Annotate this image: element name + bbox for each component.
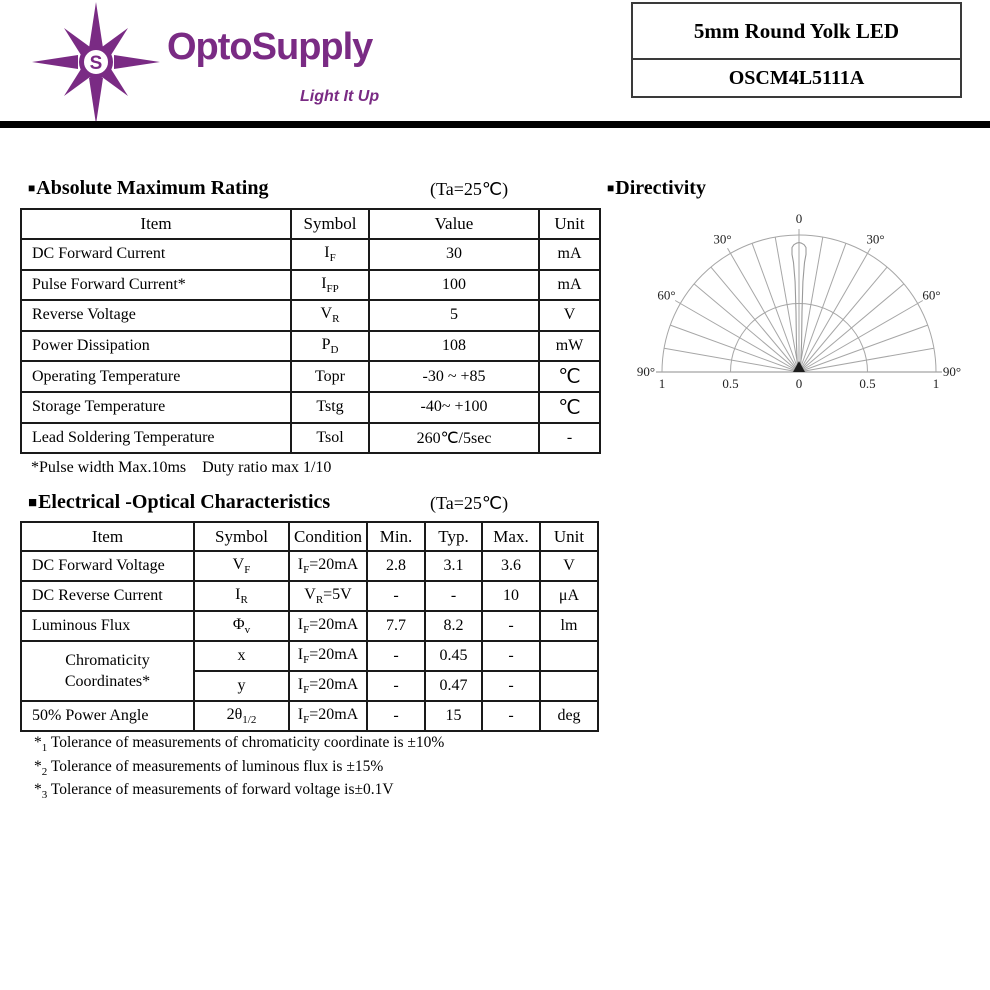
symbol-cell: $V_R$ — [291, 300, 369, 331]
symbol-cell: x — [194, 641, 289, 671]
symbol-cell: Topr — [291, 361, 369, 392]
table-row — [21, 581, 598, 611]
value-cell: 260℃/5sec — [369, 423, 539, 454]
table-row — [21, 239, 600, 270]
unit-cell: mA — [539, 239, 600, 270]
table-header-row — [21, 209, 600, 239]
typ-cell: 0.47 — [425, 671, 482, 701]
max-cell: - — [482, 701, 540, 731]
unit-cell: deg — [540, 701, 598, 731]
square-bullet-icon: ■ — [607, 181, 615, 195]
table-row — [21, 270, 600, 301]
column-header: Condition — [289, 522, 367, 551]
condition-cell: $V_R=5V$ — [289, 581, 367, 611]
column-header: Item — [21, 522, 194, 551]
chart-radial-label: 1 — [932, 376, 940, 391]
pulse-width-footnote: *Pulse width Max.10ms Duty ratio max 1/10 — [31, 459, 332, 476]
chart-angle-label: 90° — [636, 364, 656, 379]
absolute-maximum-rating-table — [20, 208, 601, 454]
product-name: 5mm Round Yolk LED — [693, 18, 900, 43]
value-cell: 100 — [369, 270, 539, 301]
typ-cell: 3.1 — [425, 551, 482, 581]
chart-angle-label: 0 — [795, 211, 803, 226]
max-cell: - — [482, 611, 540, 641]
table-row — [21, 361, 600, 392]
eoc-condition: (Ta=25℃) — [430, 493, 509, 513]
symbol-cell: $2\theta_{1/2}$ — [194, 701, 289, 731]
unit-cell: ℃ — [539, 361, 600, 392]
footnote-line: $*_3$ Tolerance of measurements of forward voltage is±0.1V — [34, 781, 394, 802]
footnote-line: $*_2$ Tolerance of measurements of luminous flux is ±15% — [34, 757, 384, 778]
chart-major-tick — [675, 301, 680, 304]
unit-cell: ℃ — [539, 392, 600, 423]
item-cell: Operating Temperature — [21, 361, 291, 392]
symbol-cell: $I_F$ — [291, 239, 369, 270]
unit-cell: μA — [540, 581, 598, 611]
chart-radial-label: 1 — [658, 376, 666, 391]
min-cell: 7.7 — [367, 611, 425, 641]
unit-cell: - — [539, 423, 600, 454]
min-cell: - — [367, 701, 425, 731]
square-bullet-icon: ■ — [28, 181, 36, 195]
max-cell: 3.6 — [482, 551, 540, 581]
column-header: Item — [21, 209, 291, 239]
electrical-optical-table — [20, 521, 599, 732]
unit-cell — [540, 641, 598, 671]
condition-cell: $I_F=20mA$ — [289, 641, 367, 671]
footnote-line: $*_1$ Tolerance of measurements of chromaticity coordinate is ±10% — [34, 734, 445, 755]
symbol-cell: $I_R$ — [194, 581, 289, 611]
typ-cell: 0.45 — [425, 641, 482, 671]
chart-angle-label: 30° — [713, 231, 732, 247]
column-header: Unit — [539, 209, 600, 239]
logo-monogram: S — [89, 53, 103, 74]
item-cell: Lead Soldering Temperature — [21, 423, 291, 454]
chart-angle-label: 60° — [657, 287, 676, 303]
symbol-cell: $V_F$ — [194, 551, 289, 581]
symbol-cell: Tstg — [291, 392, 369, 423]
value-cell: 5 — [369, 300, 539, 331]
symbol-cell: $I_{FP}$ — [291, 270, 369, 301]
part-number: OSCM4L5111A — [633, 58, 960, 96]
condition-cell: $I_F=20mA$ — [289, 671, 367, 701]
column-header: Unit — [540, 522, 598, 551]
table-row — [21, 392, 600, 423]
unit-cell: mW — [539, 331, 600, 362]
item-cell: 50% Power Angle — [21, 701, 194, 731]
table-row — [21, 300, 600, 331]
condition-cell: $I_F=20mA$ — [289, 611, 367, 641]
chart-major-tick — [868, 248, 871, 253]
table-row — [21, 331, 600, 362]
unit-cell — [540, 671, 598, 701]
value-cell: -30 ~ +85 — [369, 361, 539, 392]
symbol-cell: $P_D$ — [291, 331, 369, 362]
column-header: Typ. — [425, 522, 482, 551]
section-title-directivity: ■Directivity — [607, 177, 706, 199]
item-cell: Chromaticity Coordinates* — [21, 641, 194, 701]
unit-cell: mA — [539, 270, 600, 301]
value-cell: 108 — [369, 331, 539, 362]
item-cell: DC Forward Current — [21, 239, 291, 270]
product-title-box — [631, 2, 962, 98]
unit-cell: lm — [540, 611, 598, 641]
chart-radial-label: 0.5 — [722, 376, 739, 391]
section-title-absolute-maximum-rating: ■Absolute Maximum Rating — [28, 177, 269, 199]
condition-cell: $I_F=20mA$ — [289, 551, 367, 581]
value-cell: 30 — [369, 239, 539, 270]
min-cell: - — [367, 671, 425, 701]
item-cell: Pulse Forward Current* — [21, 270, 291, 301]
column-header: Min. — [367, 522, 425, 551]
min-cell: - — [367, 641, 425, 671]
square-bullet-icon: ■ — [28, 495, 38, 511]
table-row — [21, 611, 598, 641]
chart-radial-label: 0.5 — [859, 376, 876, 391]
header-divider-rule — [0, 121, 990, 128]
item-cell: DC Reverse Current — [21, 581, 194, 611]
chart-radial-label: 0 — [795, 376, 803, 391]
max-cell: 10 — [482, 581, 540, 611]
symbol-cell: $\Phi_v$ — [194, 611, 289, 641]
chart-angle-label: 60° — [922, 287, 941, 303]
table-row — [21, 551, 598, 581]
typ-cell: 15 — [425, 701, 482, 731]
column-header: Max. — [482, 522, 540, 551]
min-cell: - — [367, 581, 425, 611]
table-row — [21, 641, 598, 671]
brand-tagline: Light It Up — [300, 88, 380, 105]
brand-name: OptoSupply — [167, 26, 373, 68]
symbol-cell: Tsol — [291, 423, 369, 454]
condition-cell: $I_F=20mA$ — [289, 701, 367, 731]
tolerance-footnotes — [34, 734, 444, 805]
chart-angle-label: 90° — [942, 364, 962, 379]
section-title-electrical-optical: ■Electrical -Optical Characteristics — [28, 491, 331, 513]
column-header: Symbol — [291, 209, 369, 239]
item-cell: Luminous Flux — [21, 611, 194, 641]
unit-cell: V — [539, 300, 600, 331]
symbol-cell: y — [194, 671, 289, 701]
amr-condition: (Ta=25℃) — [430, 179, 509, 199]
typ-cell: 8.2 — [425, 611, 482, 641]
table-row — [21, 701, 598, 731]
item-cell: Power Dissipation — [21, 331, 291, 362]
optosupply-logo-star-icon — [29, 2, 163, 124]
chart-major-tick — [728, 248, 731, 253]
table-header-row — [21, 522, 598, 551]
column-header: Value — [369, 209, 539, 239]
value-cell: -40~ +100 — [369, 392, 539, 423]
directivity-polar-chart — [600, 203, 990, 400]
item-cell: Storage Temperature — [21, 392, 291, 423]
item-cell: DC Forward Voltage — [21, 551, 194, 581]
max-cell: - — [482, 671, 540, 701]
min-cell: 2.8 — [367, 551, 425, 581]
column-header: Symbol — [194, 522, 289, 551]
chart-angle-label: 30° — [866, 231, 885, 247]
max-cell: - — [482, 641, 540, 671]
table-row — [21, 423, 600, 454]
item-cell: Reverse Voltage — [21, 300, 291, 331]
unit-cell: V — [540, 551, 598, 581]
typ-cell: - — [425, 581, 482, 611]
